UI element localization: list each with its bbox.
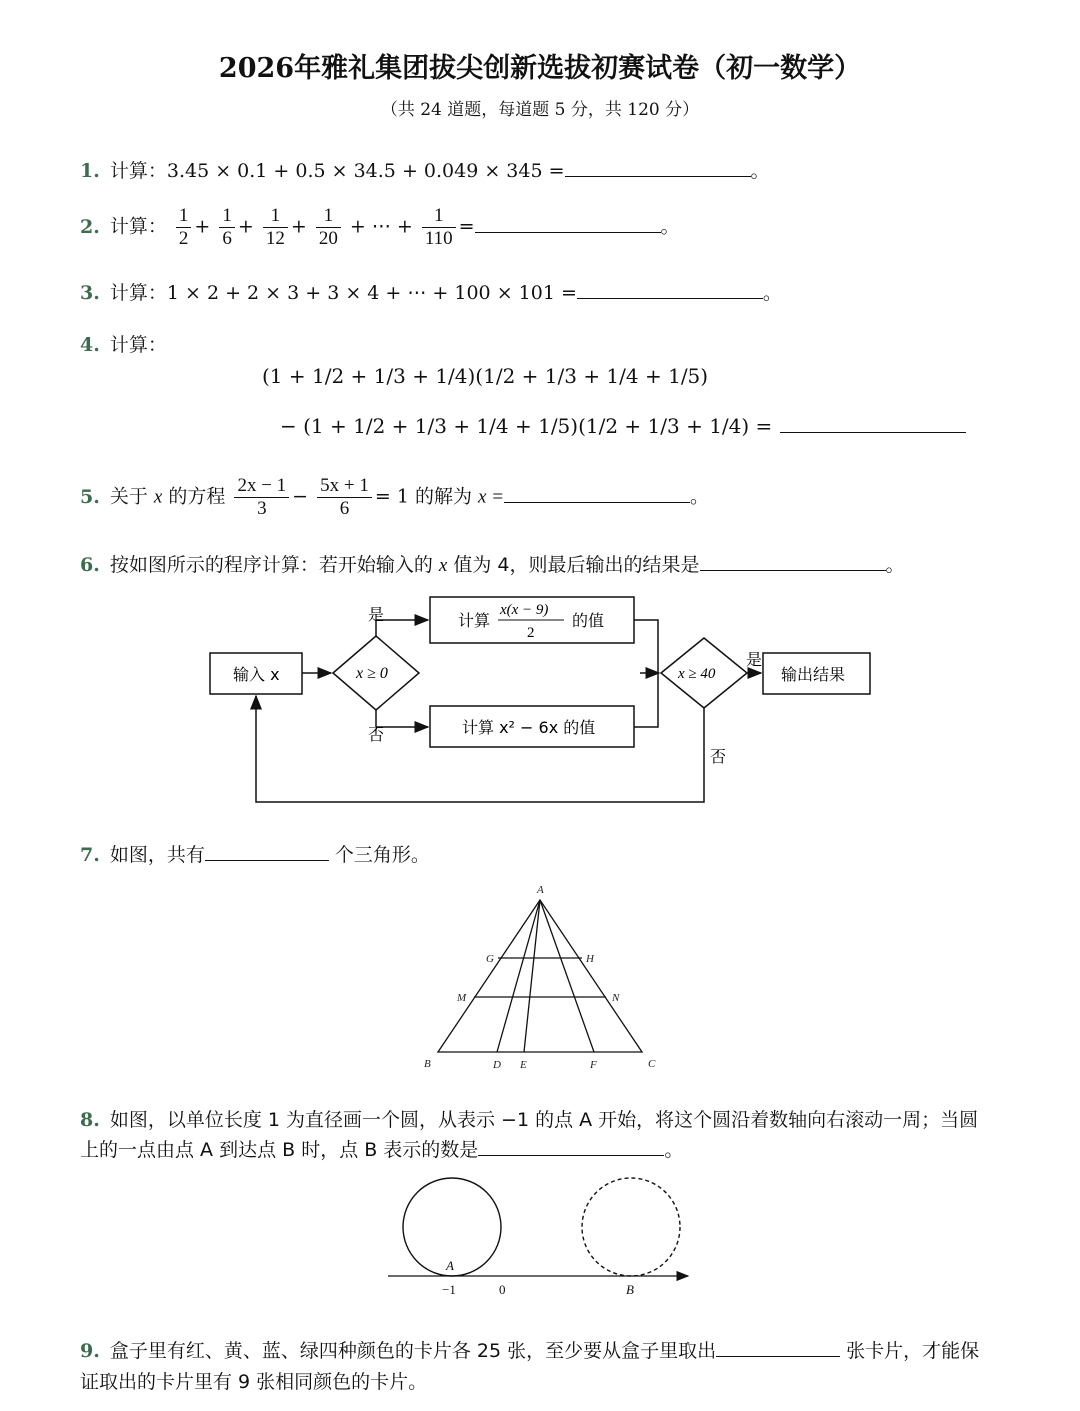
fraction: $\frac{5x + 1}{6}$ xyxy=(317,475,372,520)
answer-blank[interactable] xyxy=(475,231,661,233)
point-H-label: H xyxy=(586,953,594,965)
question-number: 8. xyxy=(80,1109,100,1131)
page-title: 2026年雅礼集团拔尖创新选拔初赛试卷（初一数学） xyxy=(218,53,862,84)
point-A-label: A xyxy=(537,884,544,896)
question-4: 4. 计算： xyxy=(80,334,167,356)
point-G-label: G xyxy=(486,953,494,965)
expression: 1 × 2 + 2 × 3 + 3 × 4 + ⋯ + 100 × 101 = xyxy=(166,282,577,304)
flowchart xyxy=(0,580,1080,820)
question-number: 5. xyxy=(80,485,100,508)
expression: 3.45 × 0.1 + 0.5 × 34.5 + 0.049 × 345 = xyxy=(166,160,565,182)
q4-line-2: − (1 + 1/2 + 1/3 + 1/4 + 1/5)(1/2 + 1/3 + 1/4) = xyxy=(280,414,966,438)
question-2: 2. 计算： $\frac{1}{2}$ + $\frac{1}{6}$ + $\frac{1}{12}$ + $\frac{1}{20}$ + ⋯ + $\frac{1}{110}$ = 。 xyxy=(80,205,680,249)
point-F-label: F xyxy=(590,1059,597,1071)
question-number: 7. xyxy=(80,844,100,866)
answer-blank[interactable] xyxy=(577,297,763,299)
question-9: 9. 盒子里有红、黄、蓝、绿四种颜色的卡片各 25 张，至少要从盒子里取出 张卡片，才能保 xyxy=(80,1340,980,1362)
point-D-label: D xyxy=(493,1059,501,1071)
answer-blank[interactable] xyxy=(504,501,690,503)
label-A: A xyxy=(446,1258,454,1273)
flow-calc1-num: x(x − 9) xyxy=(500,602,549,618)
page-subtitle: （共 24 道题，每道题 5 分，共 120 分） xyxy=(380,100,700,120)
answer-blank[interactable] xyxy=(205,859,329,861)
flow-calc2-label: 计算 x² − 6x 的值 xyxy=(462,718,596,737)
q4-line-1: (1 + 1/2 + 1/3 + 1/4)(1/2 + 1/3 + 1/4 + 1/5) xyxy=(262,364,709,388)
question-number: 4. xyxy=(80,334,100,356)
point-N-label: N xyxy=(612,992,620,1004)
flow-calc1-pre: 计算 xyxy=(458,611,491,630)
fraction: $\frac{1}{20}$ xyxy=(316,205,341,250)
point-C-label: C xyxy=(648,1058,656,1070)
point-M-label: M xyxy=(457,992,467,1004)
answer-blank[interactable] xyxy=(716,1355,840,1357)
flow-calc1-post: 的值 xyxy=(572,611,605,630)
question-3: 3. 计算：1 × 2 + 2 × 3 + 3 × 4 + ⋯ + 100 × 101 = 。 xyxy=(80,282,782,304)
rolling-circle-figure xyxy=(0,1170,1080,1310)
answer-blank[interactable] xyxy=(700,569,886,571)
question-number: 9. xyxy=(80,1340,100,1362)
point-B-label: B xyxy=(424,1058,431,1070)
label-zero: 0 xyxy=(499,1282,506,1297)
question-1: 1. 计算：3.45 × 0.1 + 0.5 × 34.5 + 0.049 × 345 = 。 xyxy=(80,160,770,182)
fraction: $\frac{1}{110}$ xyxy=(422,205,456,250)
fraction: $\frac{2x - 1}{3}$ xyxy=(234,475,289,520)
question-9-line-2: 证取出的卡片里有 9 张相同颜色的卡片。 xyxy=(80,1371,428,1393)
question-8-line-2: 上的一点由点 A 到达点 B 时，点 B 表示的数是 。 xyxy=(80,1139,684,1161)
flow-yes2-label: 是 xyxy=(746,650,763,669)
triangle-figure xyxy=(0,880,1080,1080)
question-5: 5. 关于 x 的方程 $\frac{2x - 1}{3}$ − $\frac{5x + 1}{6}$ = 1 的解为 x = 。 xyxy=(80,475,710,519)
question-8: 8. 如图，以单位长度 1 为直径画一个圆，从表示 −1 的点 A 开始，将这个圆沿着数轴向右滚动一周；当圆 xyxy=(80,1109,979,1131)
flow-output-label: 输出结果 xyxy=(781,665,846,684)
flow-calc1-den: 2 xyxy=(527,625,535,641)
answer-blank[interactable] xyxy=(565,175,751,177)
fraction: $\frac{1}{6}$ xyxy=(219,205,235,250)
fraction: $\frac{1}{12}$ xyxy=(263,205,288,250)
label-minus-1: −1 xyxy=(442,1282,456,1297)
flow-no-label: 否 xyxy=(368,725,385,744)
circle-dashed xyxy=(582,1178,680,1276)
question-6: 6. 按如图所示的程序计算：若开始输入的 x 值为 4，则最后输出的结果是 。 xyxy=(80,554,905,576)
question-7: 7. 如图，共有 个三角形。 xyxy=(80,844,430,866)
point-E-label: E xyxy=(520,1059,527,1071)
flow-cond1-label: x ≥ 0 xyxy=(356,665,388,682)
answer-blank[interactable] xyxy=(478,1154,664,1156)
fraction: $\frac{1}{2}$ xyxy=(176,205,192,250)
label-B: B xyxy=(626,1282,634,1297)
flow-no2-label: 否 xyxy=(710,747,727,766)
flow-cond2-label: x ≥ 40 xyxy=(678,666,716,682)
flow-yes-label: 是 xyxy=(368,605,385,624)
question-number: 6. xyxy=(80,554,100,576)
question-number: 2. xyxy=(80,215,100,238)
question-number: 3. xyxy=(80,282,100,304)
flow-input-label: 输入 x xyxy=(233,665,280,684)
answer-blank[interactable] xyxy=(780,431,966,433)
question-number: 1. xyxy=(80,160,100,182)
